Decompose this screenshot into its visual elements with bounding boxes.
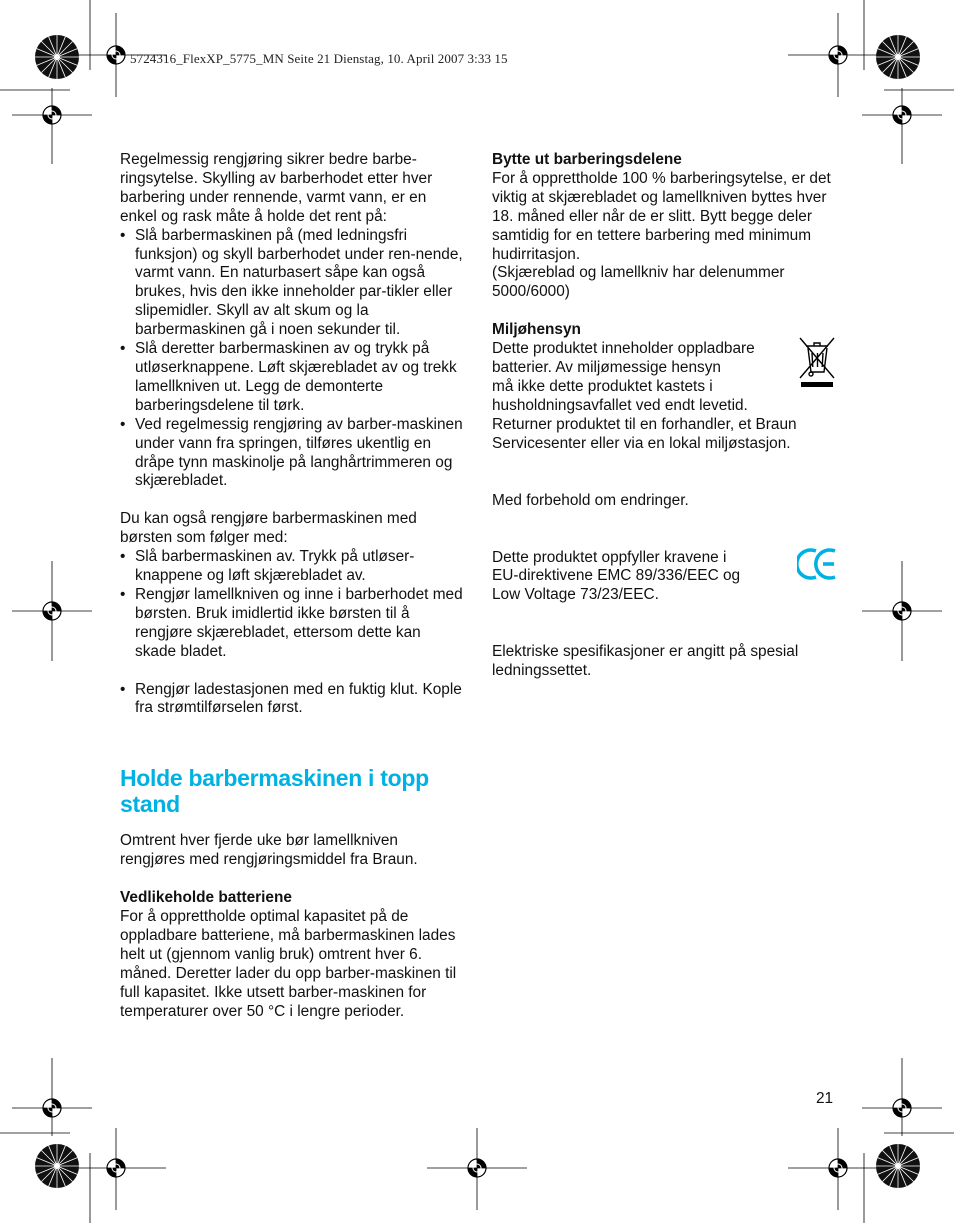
ce-line: EU-direktivene EMC 89/336/EEC og (492, 567, 741, 585)
ce-line: Low Voltage 73/23/EEC. (492, 586, 659, 604)
ce-block (492, 549, 837, 606)
section-title: Holde barbermaskinen i topp stand (120, 765, 429, 818)
env-line: Dette produktet inneholder oppladbare (492, 340, 755, 358)
left-column (120, 151, 465, 1022)
env-line: Servicesenter eller via en lokal miljøstasjon. (492, 434, 791, 452)
brush-steps-list (120, 548, 465, 661)
print-slug: 5724316_FlexXP_5775_MN Seite 21 Dienstag, 10. April 2007 3:33 15 (130, 51, 508, 66)
env-heading: Miljøhensyn (492, 321, 581, 339)
electrical-specs: Elektriske spesifikasjoner er angitt på spesial ledningssettet. (492, 643, 799, 680)
cleaning-intro: Regelmessig rengjøring sikrer bedre barbe-ringsytelse. Skylling av barberhodet etter hver barbering under rennende, varmt vann, er en enkel og rask måte å holde det rent på: (120, 151, 433, 225)
list-item: • Slå deretter barbermaskinen av og trykk på utløserknappene. Løft skjærebladet av og trekk lamellkniven ut. Legg de demonterte barberingsdelene til tørk. (120, 340, 465, 416)
list-item: • Slå barbermaskinen på (med ledningsfri funksjon) og skyll barberhodet under ren-nende, varmt vann. En naturbasert såpe kan også brukes, hvis den ikke inneholder par-tikler eller slipemidler. Skyll av alt skum og la barbermaskinen gå i noen sekunder til. (120, 227, 465, 340)
brush-intro: Du kan også rengjøre barbermaskinen med børsten som følger med: (120, 510, 417, 547)
battery-heading: Vedlikeholde batteriene (120, 889, 292, 907)
rinse-steps-list (120, 227, 465, 492)
battery-text: For å opprettholde optimal kapasitet på de oppladbare batteriene, må barbermaskinen lades helt ut (gjennom vanlig bruk) omtrent hver 6. måned. Deretter lader du opp barber-maskinen til full kapasitet. Ikke utsett barber-maskinen for temperaturer over 50 °C i lengre perioder. (120, 908, 457, 1020)
env-block (492, 340, 837, 453)
page-number: 21 (816, 1090, 834, 1107)
charger-steps-list (120, 681, 465, 719)
parts-note: (Skjæreblad og lamellkniv har delenummer 5000/6000) (492, 264, 785, 301)
env-line: Returner produktet til en forhandler, et Braun (492, 415, 797, 433)
parts-text: For å opprettholde 100 % barberingsytelse, er det viktig at skjærebladet og lamellkniven byttes hver 18. måned eller når de er slitt. Bytt begge deler samtidig for en tettere barbering med minimum hudirritasjon. (492, 169, 831, 263)
list-item: • Ved regelmessig rengjøring av barber-maskinen under vann fra springen, tilføres ukentlig en dråpe tynn maskinolje på langhårtrimmeren og skjærebladet. (120, 416, 465, 492)
ce-mark-icon (797, 545, 839, 583)
list-item: • Slå barbermaskinen av. Trykk på utløser-knappene og løft skjærebladet av. (120, 548, 465, 586)
right-column (492, 151, 837, 681)
crossed-out-wheelie-bin-icon (797, 336, 837, 388)
list-item: • Rengjør ladestasjonen med en fuktig klut. Kople fra strømtilførselen først. (120, 681, 465, 719)
list-item: • Rengjør lamellkniven og inne i barberhodet med børsten. Bruk imidlertid ikke børsten til å rengjøre skjærebladet, ettersom dette kan skade bladet. (120, 586, 465, 662)
ce-line: Dette produktet oppfyller kravene i (492, 548, 727, 566)
reservation-text: Med forbehold om endringer. (492, 491, 689, 509)
env-line: må ikke dette produktet kastets i (492, 377, 713, 395)
section-text: Omtrent hver fjerde uke bør lamellkniven rengjøres med rengjøringsmiddel fra Braun. (120, 832, 418, 869)
env-line: husholdningsavfallet ved endt levetid. (492, 396, 748, 414)
env-line: batterier. Av miljømessige hensyn (492, 359, 721, 377)
parts-heading: Bytte ut barberingsdelene (492, 151, 682, 168)
